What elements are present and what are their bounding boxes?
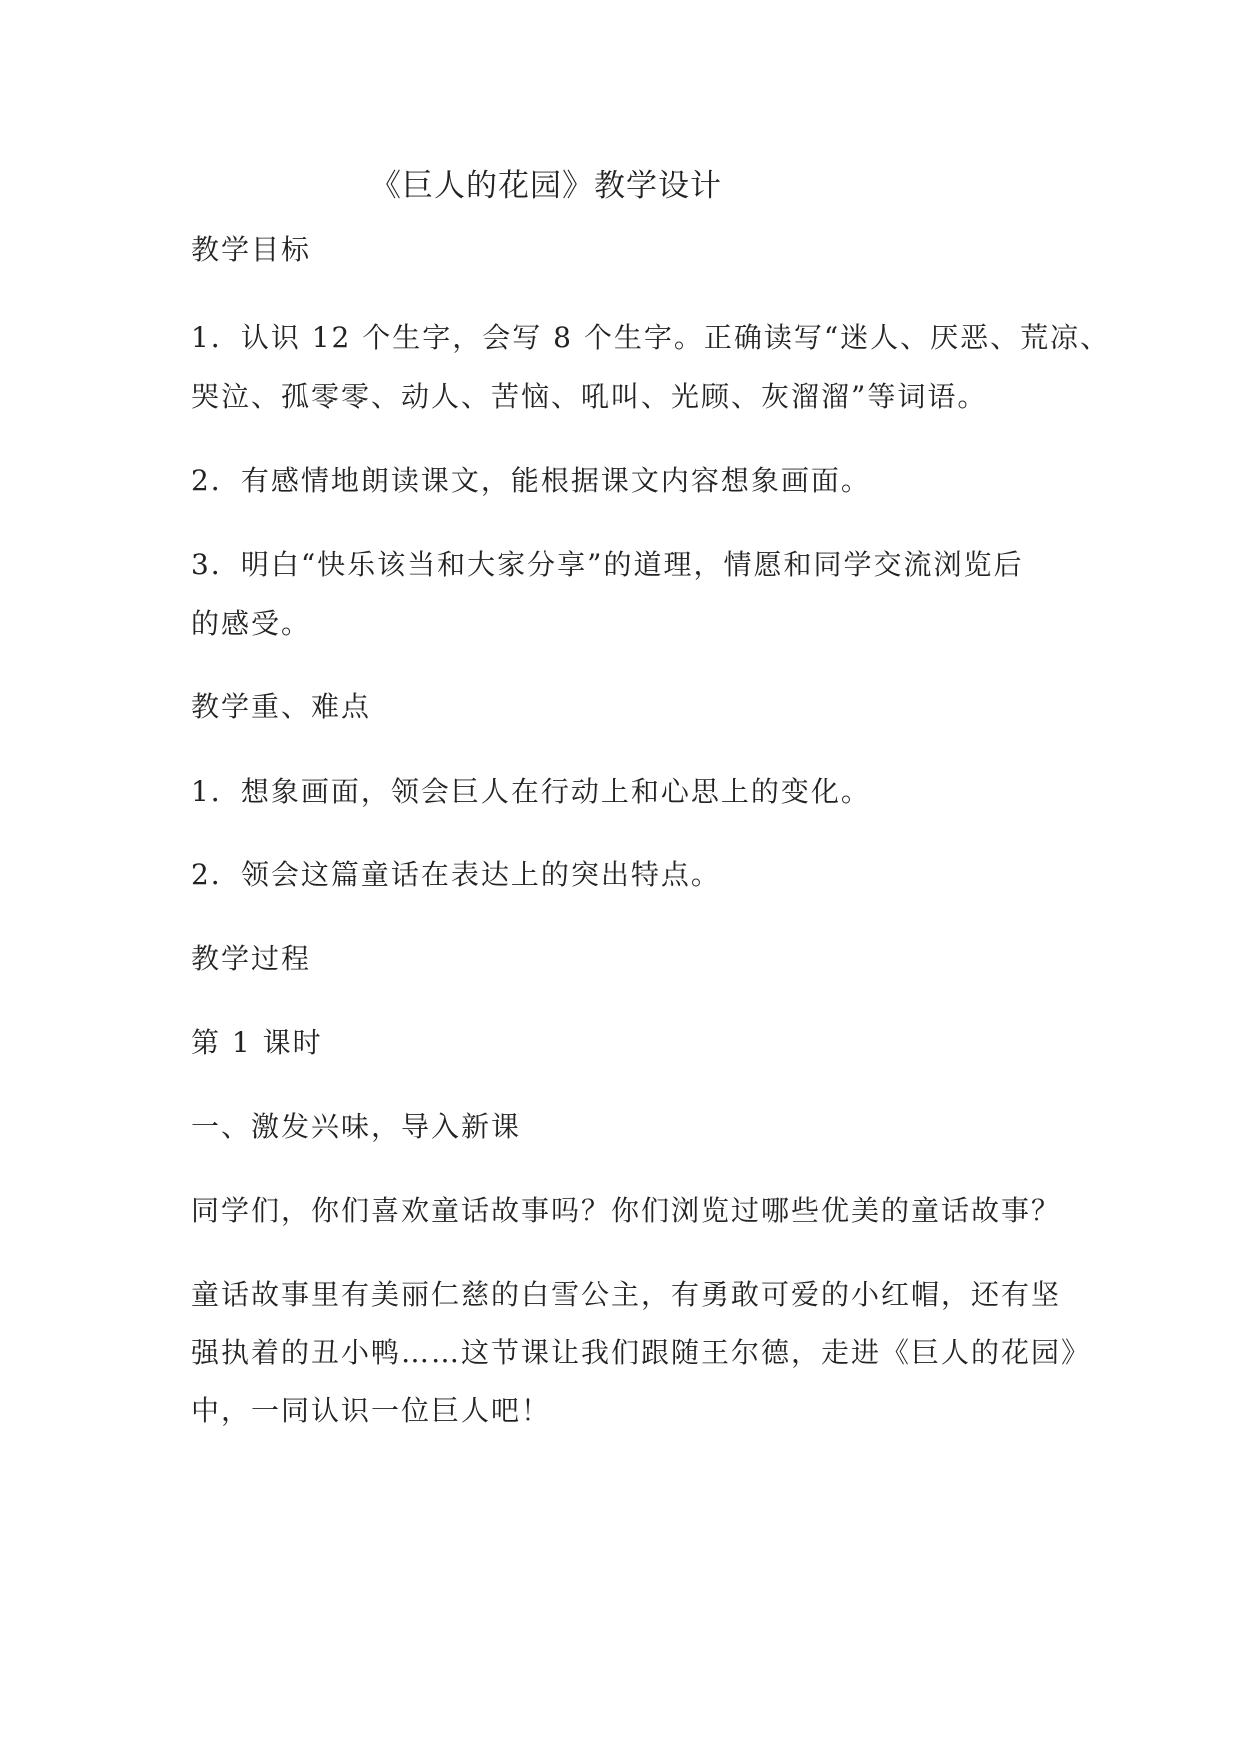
lesson-heading: 第 1 课时 — [191, 1026, 323, 1059]
step-1-heading: 一、激发兴味，导入新课 — [191, 1110, 522, 1143]
paragraph-1: 同学们，你们喜欢童话故事吗？你们浏览过哪些优美的童话故事？ — [191, 1194, 1062, 1227]
document-title: 《巨人的花园》教学设计 — [370, 168, 722, 204]
section-heading-process: 教学过程 — [191, 942, 312, 975]
paragraph-2-line-3: 中，一同认识一位巨人吧！ — [191, 1394, 552, 1427]
objective-3-line-1: 3．明白“快乐该当和大家分享”的道理，情愿和同学交流浏览后 — [191, 548, 1024, 581]
objective-1-line-2: 哭泣、孤零零、动人、苦恼、吼叫、光顾、灰溜溜”等词语。 — [191, 380, 988, 413]
objective-2: 2．有感情地朗读课文，能根据课文内容想象画面。 — [191, 464, 871, 497]
section-heading-keypoints: 教学重、难点 — [191, 690, 372, 723]
paragraph-2-line-2: 强执着的丑小鸭……这节课让我们跟随王尔德，走进《巨人的花园》 — [191, 1336, 1092, 1369]
section-heading-objectives: 教学目标 — [191, 233, 312, 266]
keypoint-1: 1．想象画面，领会巨人在行动上和心思上的变化。 — [191, 775, 871, 808]
objective-1-line-1: 1．认识 12 个生字，会写 8 个生字。正确读写“迷人、厌恶、荒凉、 — [191, 321, 1111, 354]
paragraph-2-line-1: 童话故事里有美丽仁慈的白雪公主，有勇敢可爱的小红帽，还有坚 — [191, 1278, 1062, 1311]
keypoint-2: 2．领会这篇童话在表达上的突出特点。 — [191, 858, 721, 891]
objective-3-line-2: 的感受。 — [191, 607, 312, 640]
